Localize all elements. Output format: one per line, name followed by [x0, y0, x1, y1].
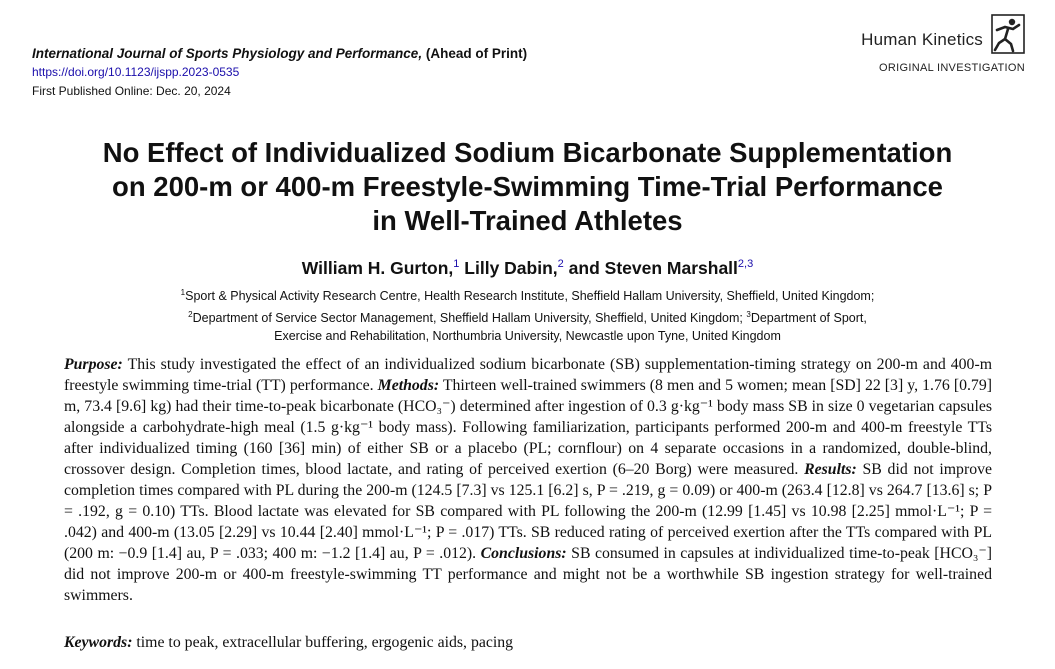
affiliations: $^1$Sport & Physical Activity Research Centre, Health Research Institute, Sheffield Hallam University, Sheffield, United Kingdom; $^2$Department of Service Sector Management, Sheffield Hallam University, Sheffield, United Kingdom; $^3$Department of Sport, Exercise and Rehabilitation, Northumbria University, Newcastle upon Tyne, United Kingdom: [0, 284, 1055, 346]
human-kinetics-logo-icon: [991, 14, 1025, 54]
publisher-name: Human Kinetics: [861, 30, 983, 49]
abstract: [64, 354, 992, 606]
keywords-label: Keywords:: [64, 634, 133, 651]
author-affiliation-ref[interactable]: 2,3: [737, 258, 754, 271]
keywords-text: time to peak, extracellular buffering, ergogenic aids, pacing: [136, 634, 514, 651]
results-label: Results:: [804, 461, 857, 478]
title-line: in Well-Trained Athletes: [372, 205, 683, 236]
author-conjunction: and: [568, 258, 600, 278]
affiliation-3-continued: Exercise and Rehabilitation, Northumbria University, Newcastle upon Tyne, United Kingdom: [274, 329, 781, 344]
purpose-text: This study investigated the effect of an individualized sodium bicarbonate (SB) supplementation-timing strategy on 200-m and 400-m freestyle swimming time-trial (TT) performance.: [64, 356, 993, 394]
title-line: No Effect of Individualized Sodium Bicarbonate Supplementation: [102, 137, 953, 168]
conclusions-label: Conclusions:: [480, 545, 567, 562]
paper-title: [20, 136, 1035, 238]
conclusions-text: SB consumed in capsules at individualized time-to-peak [HCO₃⁻] did not improve 200-m or 400-m freestyle-swimming TT performance and might not be a worthwhile SB ingestion strategy for well-trained swimmers.: [64, 545, 992, 604]
author-name: Lilly Dabin,: [464, 258, 558, 278]
author-list: [0, 258, 1055, 279]
author-name: Steven Marshall: [604, 258, 738, 278]
purpose-label: Purpose:: [64, 356, 123, 373]
author-affiliation-ref[interactable]: 2: [557, 258, 564, 271]
keywords: [64, 634, 513, 652]
results-text: SB did not improve completion times compared with PL during the 200-m (124.5 [7.3] vs 125.1 [6.2] s, P = .219, g = 0.09) or 400-m (263.4 [12.8] vs 264.7 [13.6] s; P = .192, g = 0.10) TTs. Blood lactate was elevated for SB compared with PL following the 200-m (12.99 [1.45] vs 10.98 [2.25] mmol·L⁻¹; P = .042) and 400-m (13.05 [2.29] vs 10.44 [2.40] mmol·L⁻¹; P = .017) TTs. SB reduced rating of perceived exertion after the TTs compared with PL (200 m: −0.9 [1.4] au, P = .033; 400 m: −1.2 [1.4] au, P = .012).: [64, 461, 993, 562]
methods-label: Methods:: [377, 377, 440, 394]
author-affiliation-ref[interactable]: 1: [453, 258, 460, 271]
journal-header: [32, 46, 527, 98]
journal-name: International Journal of Sports Physiology and Performance,: [32, 46, 423, 61]
title-line: on 200-m or 400-m Freestyle-Swimming Time-Trial Performance: [112, 171, 943, 202]
publisher-header: [861, 14, 1025, 74]
doi-link[interactable]: https://doi.org/10.1123/ijspp.2023-0535: [32, 65, 240, 79]
affiliation-1: Sport & Physical Activity Research Centre, Health Research Institute, Sheffield Hallam University, Sheffield, United Kingdom;: [185, 289, 875, 304]
author-name: William H. Gurton,: [301, 258, 454, 278]
publication-date: First Published Online: Dec. 20, 2024: [32, 84, 231, 98]
affiliation-2: Department of Service Sector Management, Sheffield Hallam University, Sheffield, United Kingdom;: [192, 310, 743, 325]
affiliation-3: Department of Sport,: [750, 310, 867, 325]
journal-status: (Ahead of Print): [425, 46, 528, 61]
article-type: ORIGINAL INVESTIGATION: [879, 62, 1025, 74]
methods-text: Thirteen well-trained swimmers (8 men and 5 women; mean [SD] 22 [3] y, 1.76 [0.79] m, 73.4 [9.6] kg) had their time-to-peak bicarbonate (HCO₃⁻) determined after ingestion of 0.3 g·kg⁻¹ body mass SB in size 0 vegetarian capsules alongside a carbohydrate-high meal (1.5 g·kg⁻¹ body mass). Following familiarization, participants performed 200-m and 400-m freestyle TTs after individualized timing (160 [36] min) of either SB or a placebo (PL; cornflour) on 4 separate occasions in a randomized, double-blind, crossover design. Completion times, blood lactate, and rating of perceived exertion (6–20 Borg) were measured.: [64, 377, 992, 478]
